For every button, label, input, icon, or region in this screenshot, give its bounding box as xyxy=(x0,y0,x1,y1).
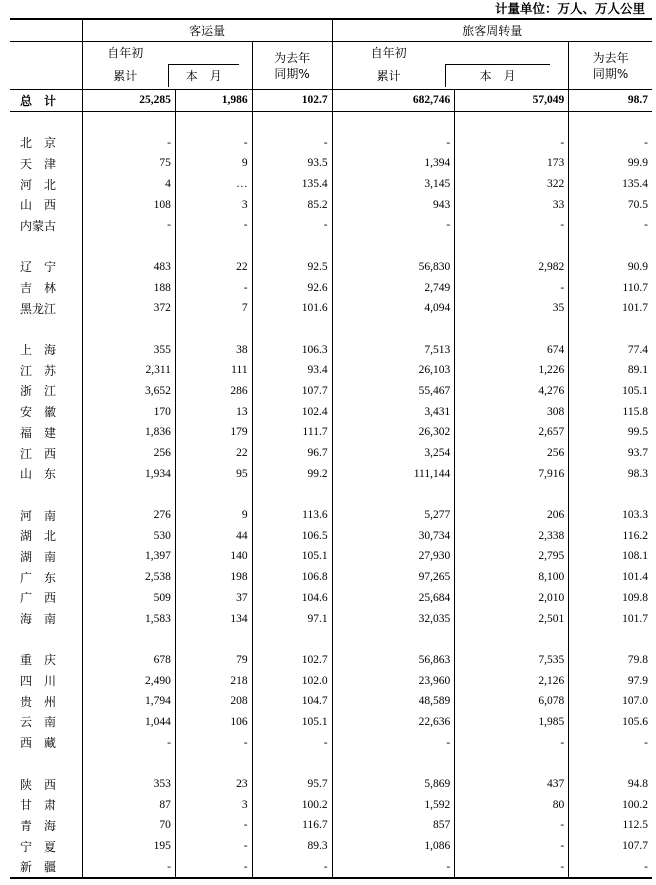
province-row xyxy=(10,546,652,567)
cell-volume-month: - xyxy=(175,215,252,236)
province-row xyxy=(10,794,652,815)
cell-turnover-month: - xyxy=(455,836,569,857)
cell-volume-yoy: 106.8 xyxy=(252,567,332,588)
cell-turnover-ytd: 7,513 xyxy=(332,339,455,360)
cell-turnover-yoy: 109.8 xyxy=(569,588,652,609)
header-volume-yoy: 为去年 同期% xyxy=(252,42,332,90)
cell-volume-month: - xyxy=(175,815,252,836)
cell-turnover-month: 6,078 xyxy=(455,691,569,712)
cell-volume-ytd: 509 xyxy=(82,588,175,609)
cell-turnover-ytd: 22,636 xyxy=(332,712,455,733)
cell-volume-month: 79 xyxy=(175,650,252,671)
cell-volume-yoy: 93.4 xyxy=(252,360,332,381)
cell-turnover-yoy: 107.7 xyxy=(569,836,652,857)
cell-turnover-yoy: 105.6 xyxy=(569,712,652,733)
cell-turnover-ytd: - xyxy=(332,856,455,878)
province-row xyxy=(10,608,652,629)
cell-volume-ytd: 1,397 xyxy=(82,546,175,567)
cell-turnover-ytd: 857 xyxy=(332,815,455,836)
province-row xyxy=(10,691,652,712)
cell-volume-ytd: 2,311 xyxy=(82,360,175,381)
header-turnover-yoy: 为去年 同期% xyxy=(569,42,652,90)
cell-volume-yoy: 113.6 xyxy=(252,505,332,526)
cell-turnover-ytd: 30,734 xyxy=(332,525,455,546)
cell-volume-yoy: 85.2 xyxy=(252,194,332,215)
cell-turnover-month: 2,982 xyxy=(455,257,569,278)
row-name: 河 南 xyxy=(20,508,57,523)
cell-turnover-ytd: 26,103 xyxy=(332,360,455,381)
group-spacer xyxy=(10,753,652,774)
header-row-1 xyxy=(10,19,652,42)
header-row-2 xyxy=(10,42,652,90)
cell-volume-yoy: 135.4 xyxy=(252,174,332,195)
cell-turnover-month: - xyxy=(455,856,569,878)
cell-volume-ytd: 2,490 xyxy=(82,670,175,691)
cell-turnover-ytd: 682,746 xyxy=(332,90,455,112)
row-name: 总 计 xyxy=(10,90,82,112)
cell-turnover-yoy: 97.9 xyxy=(569,670,652,691)
cell-turnover-yoy: 90.9 xyxy=(569,257,652,278)
cell-volume-month: 140 xyxy=(175,546,252,567)
row-name: 海 南 xyxy=(20,612,57,627)
cell-volume-yoy: 104.6 xyxy=(252,588,332,609)
cell-volume-yoy: 92.5 xyxy=(252,257,332,278)
cell-turnover-month: 4,276 xyxy=(455,381,569,402)
cell-volume-ytd: 188 xyxy=(82,277,175,298)
row-name: 云 南 xyxy=(20,715,57,730)
cell-turnover-month: 322 xyxy=(455,174,569,195)
cell-turnover-yoy: 112.5 xyxy=(569,815,652,836)
cell-turnover-ytd: 5,869 xyxy=(332,774,455,795)
province-row xyxy=(10,670,652,691)
cell-turnover-month: 35 xyxy=(455,298,569,319)
cell-turnover-ytd: 56,830 xyxy=(332,257,455,278)
row-name: 山 西 xyxy=(20,198,57,213)
cell-turnover-ytd: 26,302 xyxy=(332,422,455,443)
cell-volume-ytd: - xyxy=(82,132,175,153)
cell-volume-ytd: 353 xyxy=(82,774,175,795)
row-name: 广 西 xyxy=(20,591,57,606)
row-name: 陕 西 xyxy=(20,777,57,792)
cell-turnover-ytd: 1,592 xyxy=(332,794,455,815)
cell-volume-month: 7 xyxy=(175,298,252,319)
cell-turnover-ytd: 2,749 xyxy=(332,277,455,298)
cell-turnover-yoy: 115.8 xyxy=(569,401,652,422)
cell-volume-yoy: 104.7 xyxy=(252,691,332,712)
row-name: 上 海 xyxy=(20,343,57,358)
cell-volume-yoy: 92.6 xyxy=(252,277,332,298)
province-row xyxy=(10,401,652,422)
province-row xyxy=(10,712,652,733)
cell-turnover-yoy: 101.7 xyxy=(569,608,652,629)
province-row xyxy=(10,194,652,215)
cell-turnover-month: - xyxy=(455,732,569,753)
province-row xyxy=(10,588,652,609)
cell-volume-yoy: 99.2 xyxy=(252,463,332,484)
cell-turnover-yoy: 99.5 xyxy=(569,422,652,443)
cell-turnover-month: 206 xyxy=(455,505,569,526)
cell-turnover-month: 80 xyxy=(455,794,569,815)
cell-volume-yoy: 89.3 xyxy=(252,836,332,857)
cell-turnover-month: 33 xyxy=(455,194,569,215)
cell-turnover-month: 1,985 xyxy=(455,712,569,733)
cell-volume-ytd: 1,794 xyxy=(82,691,175,712)
cell-volume-yoy: 116.7 xyxy=(252,815,332,836)
province-row xyxy=(10,856,652,878)
cell-volume-month: 218 xyxy=(175,670,252,691)
cell-volume-ytd: 87 xyxy=(82,794,175,815)
row-name: 湖 北 xyxy=(20,529,57,544)
cell-volume-yoy: 107.7 xyxy=(252,381,332,402)
cell-turnover-month: 2,657 xyxy=(455,422,569,443)
cell-volume-yoy: 93.5 xyxy=(252,153,332,174)
cell-volume-ytd: 1,044 xyxy=(82,712,175,733)
row-name: 福 建 xyxy=(20,425,57,440)
cell-volume-yoy: 101.6 xyxy=(252,298,332,319)
cell-turnover-ytd: 32,035 xyxy=(332,608,455,629)
cell-turnover-yoy: 79.8 xyxy=(569,650,652,671)
header-passenger-turnover: 旅客周转量 xyxy=(332,19,652,42)
cell-turnover-ytd: 111,144 xyxy=(332,463,455,484)
cell-turnover-month: 7,916 xyxy=(455,463,569,484)
cell-volume-month: 286 xyxy=(175,381,252,402)
cell-turnover-yoy: 116.2 xyxy=(569,525,652,546)
cell-turnover-yoy: 110.7 xyxy=(569,277,652,298)
province-row xyxy=(10,360,652,381)
cell-turnover-month: 308 xyxy=(455,401,569,422)
cell-turnover-month: 1,226 xyxy=(455,360,569,381)
row-name: 江 西 xyxy=(20,446,57,461)
cell-volume-ytd: - xyxy=(82,732,175,753)
cell-turnover-ytd: - xyxy=(332,132,455,153)
cell-turnover-yoy: 101.4 xyxy=(569,567,652,588)
province-row xyxy=(10,257,652,278)
group-spacer xyxy=(10,319,652,340)
cell-volume-ytd: 25,285 xyxy=(82,90,175,112)
group-spacer xyxy=(10,111,652,132)
province-row xyxy=(10,732,652,753)
header-volume-ytd-month xyxy=(82,42,252,90)
province-row xyxy=(10,277,652,298)
cell-volume-yoy: 95.7 xyxy=(252,774,332,795)
cell-volume-yoy: 102.4 xyxy=(252,401,332,422)
cell-volume-month: 37 xyxy=(175,588,252,609)
cell-volume-month: 9 xyxy=(175,505,252,526)
cell-turnover-ytd: 48,589 xyxy=(332,691,455,712)
cell-volume-ytd: 70 xyxy=(82,815,175,836)
cell-turnover-ytd: - xyxy=(332,215,455,236)
cell-volume-yoy: 96.7 xyxy=(252,443,332,464)
cell-volume-yoy: 106.5 xyxy=(252,525,332,546)
cell-turnover-month: 57,049 xyxy=(455,90,569,112)
cell-turnover-yoy: - xyxy=(569,732,652,753)
province-row xyxy=(10,215,652,236)
row-name: 山 东 xyxy=(20,467,57,482)
cell-volume-ytd: 276 xyxy=(82,505,175,526)
header-passenger-volume: 客运量 xyxy=(82,19,332,42)
cell-volume-ytd: - xyxy=(82,856,175,878)
row-name: 天 津 xyxy=(20,156,57,171)
row-name: 甘 肃 xyxy=(20,798,57,813)
cell-volume-ytd: 2,538 xyxy=(82,567,175,588)
cell-turnover-ytd: 3,431 xyxy=(332,401,455,422)
cell-volume-ytd: 170 xyxy=(82,401,175,422)
cell-turnover-month: 2,501 xyxy=(455,608,569,629)
province-row xyxy=(10,443,652,464)
cell-turnover-ytd: 55,467 xyxy=(332,381,455,402)
cell-turnover-month: - xyxy=(455,132,569,153)
row-name: 安 徽 xyxy=(20,405,57,420)
province-row xyxy=(10,836,652,857)
row-name: 辽 宁 xyxy=(20,260,57,275)
cell-turnover-ytd: 1,394 xyxy=(332,153,455,174)
cell-turnover-month: 256 xyxy=(455,443,569,464)
cell-turnover-yoy: 77.4 xyxy=(569,339,652,360)
passenger-transport-table xyxy=(10,18,652,879)
cell-volume-month: 208 xyxy=(175,691,252,712)
cell-volume-month: 22 xyxy=(175,443,252,464)
cell-volume-yoy: 105.1 xyxy=(252,546,332,567)
cell-volume-month: 3 xyxy=(175,194,252,215)
unit-label: 计量单位：万人、万人公里 xyxy=(494,1,645,16)
cell-volume-yoy: 105.1 xyxy=(252,712,332,733)
total-row xyxy=(10,90,652,112)
cell-turnover-yoy: 98.3 xyxy=(569,463,652,484)
cell-turnover-yoy: 98.7 xyxy=(569,90,652,112)
cell-turnover-month: 7,535 xyxy=(455,650,569,671)
cell-turnover-ytd: 25,684 xyxy=(332,588,455,609)
row-name: 江 苏 xyxy=(20,363,57,378)
cell-turnover-ytd: 27,930 xyxy=(332,546,455,567)
cell-turnover-ytd: 56,863 xyxy=(332,650,455,671)
row-name: 湖 南 xyxy=(20,549,57,564)
cell-turnover-yoy: 89.1 xyxy=(569,360,652,381)
cell-turnover-month: 674 xyxy=(455,339,569,360)
cell-turnover-month: - xyxy=(455,215,569,236)
cell-turnover-yoy: - xyxy=(569,856,652,878)
cell-turnover-ytd: 3,145 xyxy=(332,174,455,195)
cell-volume-month: 111 xyxy=(175,360,252,381)
cell-volume-month: 38 xyxy=(175,339,252,360)
row-name: 西 藏 xyxy=(20,736,57,751)
cell-turnover-ytd: 23,960 xyxy=(332,670,455,691)
cell-volume-month: 13 xyxy=(175,401,252,422)
cell-volume-ytd: 483 xyxy=(82,257,175,278)
cell-volume-yoy: 102.7 xyxy=(252,650,332,671)
province-row xyxy=(10,815,652,836)
row-name: 青 海 xyxy=(20,818,57,833)
cell-volume-month: 134 xyxy=(175,608,252,629)
cell-volume-month: - xyxy=(175,836,252,857)
cell-turnover-yoy: 108.1 xyxy=(569,546,652,567)
cell-turnover-yoy: 107.0 xyxy=(569,691,652,712)
group-spacer xyxy=(10,629,652,650)
cell-volume-yoy: - xyxy=(252,132,332,153)
cell-turnover-ytd: 97,265 xyxy=(332,567,455,588)
cell-volume-yoy: - xyxy=(252,856,332,878)
header-volume-ytd: 自年初 累计 xyxy=(107,46,144,83)
cell-turnover-yoy: 94.8 xyxy=(569,774,652,795)
cell-volume-ytd: 372 xyxy=(82,298,175,319)
cell-turnover-ytd: - xyxy=(332,732,455,753)
row-name: 贵 州 xyxy=(20,694,57,709)
cell-turnover-month: 2,338 xyxy=(455,525,569,546)
cell-volume-ytd: 256 xyxy=(82,443,175,464)
cell-turnover-month: - xyxy=(455,815,569,836)
row-name: 浙 江 xyxy=(20,384,57,399)
province-row xyxy=(10,567,652,588)
header-volume-month: 本 月 xyxy=(168,64,239,87)
cell-volume-ytd: 1,934 xyxy=(82,463,175,484)
header-turnover-month: 本 月 xyxy=(445,64,550,87)
province-row xyxy=(10,381,652,402)
cell-turnover-yoy: - xyxy=(569,215,652,236)
header-turnover-ytd-month xyxy=(332,42,569,90)
row-name: 内蒙古 xyxy=(20,218,57,233)
cell-volume-yoy: 102.0 xyxy=(252,670,332,691)
cell-volume-month: - xyxy=(175,732,252,753)
cell-turnover-ytd: 3,254 xyxy=(332,443,455,464)
cell-turnover-month: 2,010 xyxy=(455,588,569,609)
cell-turnover-yoy: 93.7 xyxy=(569,443,652,464)
cell-turnover-ytd: 5,277 xyxy=(332,505,455,526)
cell-volume-ytd: 530 xyxy=(82,525,175,546)
row-name: 黑龙江 xyxy=(20,301,57,316)
row-name: 广 东 xyxy=(20,570,57,585)
cell-turnover-yoy: 105.1 xyxy=(569,381,652,402)
cell-volume-month: 179 xyxy=(175,422,252,443)
cell-volume-yoy: 111.7 xyxy=(252,422,332,443)
cell-volume-ytd: 4 xyxy=(82,174,175,195)
cell-turnover-ytd: 1,086 xyxy=(332,836,455,857)
row-name: 四 川 xyxy=(20,674,57,689)
cell-volume-month: - xyxy=(175,132,252,153)
cell-volume-month: 95 xyxy=(175,463,252,484)
province-row xyxy=(10,132,652,153)
group-spacer xyxy=(10,236,652,257)
row-name: 北 京 xyxy=(20,136,57,151)
cell-turnover-month: 173 xyxy=(455,153,569,174)
cell-volume-ytd: 75 xyxy=(82,153,175,174)
row-name: 河 北 xyxy=(20,177,57,192)
province-row xyxy=(10,339,652,360)
cell-turnover-yoy: 135.4 xyxy=(569,174,652,195)
province-row xyxy=(10,153,652,174)
row-name: 宁 夏 xyxy=(20,839,57,854)
cell-volume-ytd: 108 xyxy=(82,194,175,215)
cell-volume-month: 198 xyxy=(175,567,252,588)
cell-volume-yoy: 100.2 xyxy=(252,794,332,815)
cell-volume-ytd: - xyxy=(82,215,175,236)
cell-turnover-ytd: 4,094 xyxy=(332,298,455,319)
cell-turnover-month: 437 xyxy=(455,774,569,795)
cell-volume-month: - xyxy=(175,856,252,878)
cell-volume-ytd: 3,652 xyxy=(82,381,175,402)
cell-volume-ytd: 1,583 xyxy=(82,608,175,629)
cell-volume-month: 23 xyxy=(175,774,252,795)
cell-volume-month: 44 xyxy=(175,525,252,546)
cell-volume-month: 22 xyxy=(175,257,252,278)
cell-volume-month: - xyxy=(175,277,252,298)
cell-volume-yoy: 106.3 xyxy=(252,339,332,360)
province-row xyxy=(10,505,652,526)
cell-turnover-month: 2,126 xyxy=(455,670,569,691)
cell-volume-yoy: - xyxy=(252,732,332,753)
row-name: 新 疆 xyxy=(10,856,82,878)
cell-volume-yoy: 97.1 xyxy=(252,608,332,629)
cell-volume-ytd: 678 xyxy=(82,650,175,671)
cell-turnover-yoy: 101.7 xyxy=(569,298,652,319)
cell-turnover-month: 8,100 xyxy=(455,567,569,588)
row-name: 重 庆 xyxy=(20,653,57,668)
cell-volume-month: 1,986 xyxy=(175,90,252,112)
cell-turnover-yoy: 99.9 xyxy=(569,153,652,174)
cell-turnover-ytd: 943 xyxy=(332,194,455,215)
cell-turnover-month: - xyxy=(455,277,569,298)
cell-turnover-yoy: - xyxy=(569,132,652,153)
cell-volume-ytd: 1,836 xyxy=(82,422,175,443)
cell-volume-month: 106 xyxy=(175,712,252,733)
cell-turnover-yoy: 100.2 xyxy=(569,794,652,815)
province-row xyxy=(10,422,652,443)
cell-volume-yoy: - xyxy=(252,215,332,236)
province-row xyxy=(10,463,652,484)
province-row xyxy=(10,774,652,795)
cell-volume-month: … xyxy=(175,174,252,195)
cell-volume-month: 3 xyxy=(175,794,252,815)
cell-turnover-yoy: 70.5 xyxy=(569,194,652,215)
province-row xyxy=(10,650,652,671)
row-name: 吉 林 xyxy=(20,281,57,296)
cell-turnover-month: 2,795 xyxy=(455,546,569,567)
province-row xyxy=(10,174,652,195)
cell-volume-ytd: 195 xyxy=(82,836,175,857)
province-row xyxy=(10,525,652,546)
cell-turnover-yoy: 103.3 xyxy=(569,505,652,526)
province-row xyxy=(10,298,652,319)
group-spacer xyxy=(10,484,652,505)
cell-volume-yoy: 102.7 xyxy=(252,90,332,112)
cell-volume-ytd: 355 xyxy=(82,339,175,360)
cell-volume-month: 9 xyxy=(175,153,252,174)
header-turnover-ytd: 自年初 累计 xyxy=(370,46,407,83)
